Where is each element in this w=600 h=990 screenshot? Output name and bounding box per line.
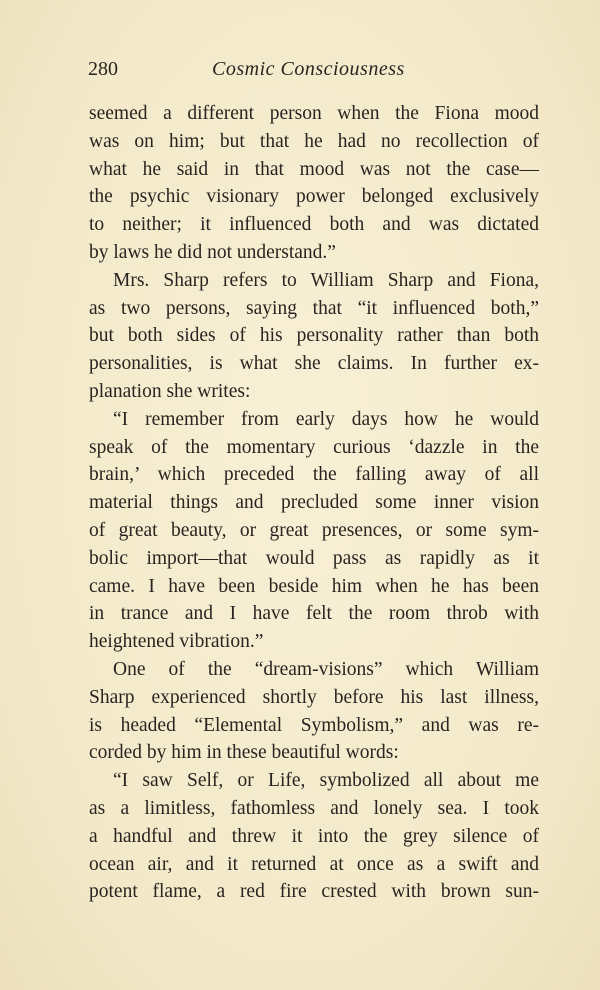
text-line: “I saw Self, or Life, symbolized all about me: [113, 770, 539, 792]
text-line: as two persons, saying that “it influenced both,”: [89, 297, 539, 319]
page-number: 280: [88, 58, 118, 80]
text-line: in trance and I have felt the room throb with: [89, 603, 539, 625]
text-line: Mrs. Sharp refers to William Sharp and Fiona,: [113, 269, 539, 291]
text-line: planation she writes:: [89, 380, 251, 402]
text-line: but both sides of his personality rather than both: [89, 325, 539, 347]
text-line: of great beauty, or great presences, or some sym-: [89, 519, 539, 541]
page-header: [88, 58, 538, 88]
text-line: bolic import—that would pass as rapidly as it: [89, 547, 539, 569]
text-line: “I remember from early days how he would: [113, 408, 539, 430]
text-line: Sharp experienced shortly before his last illness,: [89, 686, 539, 708]
text-line: the psychic visionary power belonged exclusively: [89, 186, 539, 208]
text-line: seemed a different person when the Fiona mood: [89, 103, 539, 124]
text-line: a handful and threw it into the grey silence of: [89, 825, 539, 847]
text-line: brain,’ which preceded the falling away of all: [89, 464, 539, 486]
text-line: to neither; it influenced both and was dictated: [89, 214, 539, 236]
text-line: heightened vibration.”: [89, 631, 264, 653]
body-text: [89, 100, 539, 906]
text-line: came. I have been beside him when he has been: [89, 575, 539, 597]
text-line: by laws he did not understand.”: [89, 241, 336, 263]
text-line: is headed “Elemental Symbolism,” and was re-: [89, 714, 539, 736]
text-line: One of the “dream-visions” which William: [113, 658, 539, 680]
text-line: personalities, is what she claims. In further ex-: [89, 353, 539, 375]
text-line: material things and precluded some inner vision: [89, 492, 539, 514]
text-line: potent flame, a red fire crested with brown sun-: [89, 881, 539, 903]
text-line: was on him; but that he had no recollection of: [89, 130, 539, 152]
text-line: what he said in that mood was not the case—: [89, 158, 539, 180]
text-line: as a limitless, fathomless and lonely sea. I took: [89, 797, 539, 819]
text-line: ocean air, and it returned at once as a swift and: [89, 853, 539, 875]
text-line: speak of the momentary curious ‘dazzle in the: [89, 436, 539, 458]
text-line: corded by him in these beautiful words:: [89, 742, 399, 764]
running-title: Cosmic Consciousness: [212, 58, 405, 80]
